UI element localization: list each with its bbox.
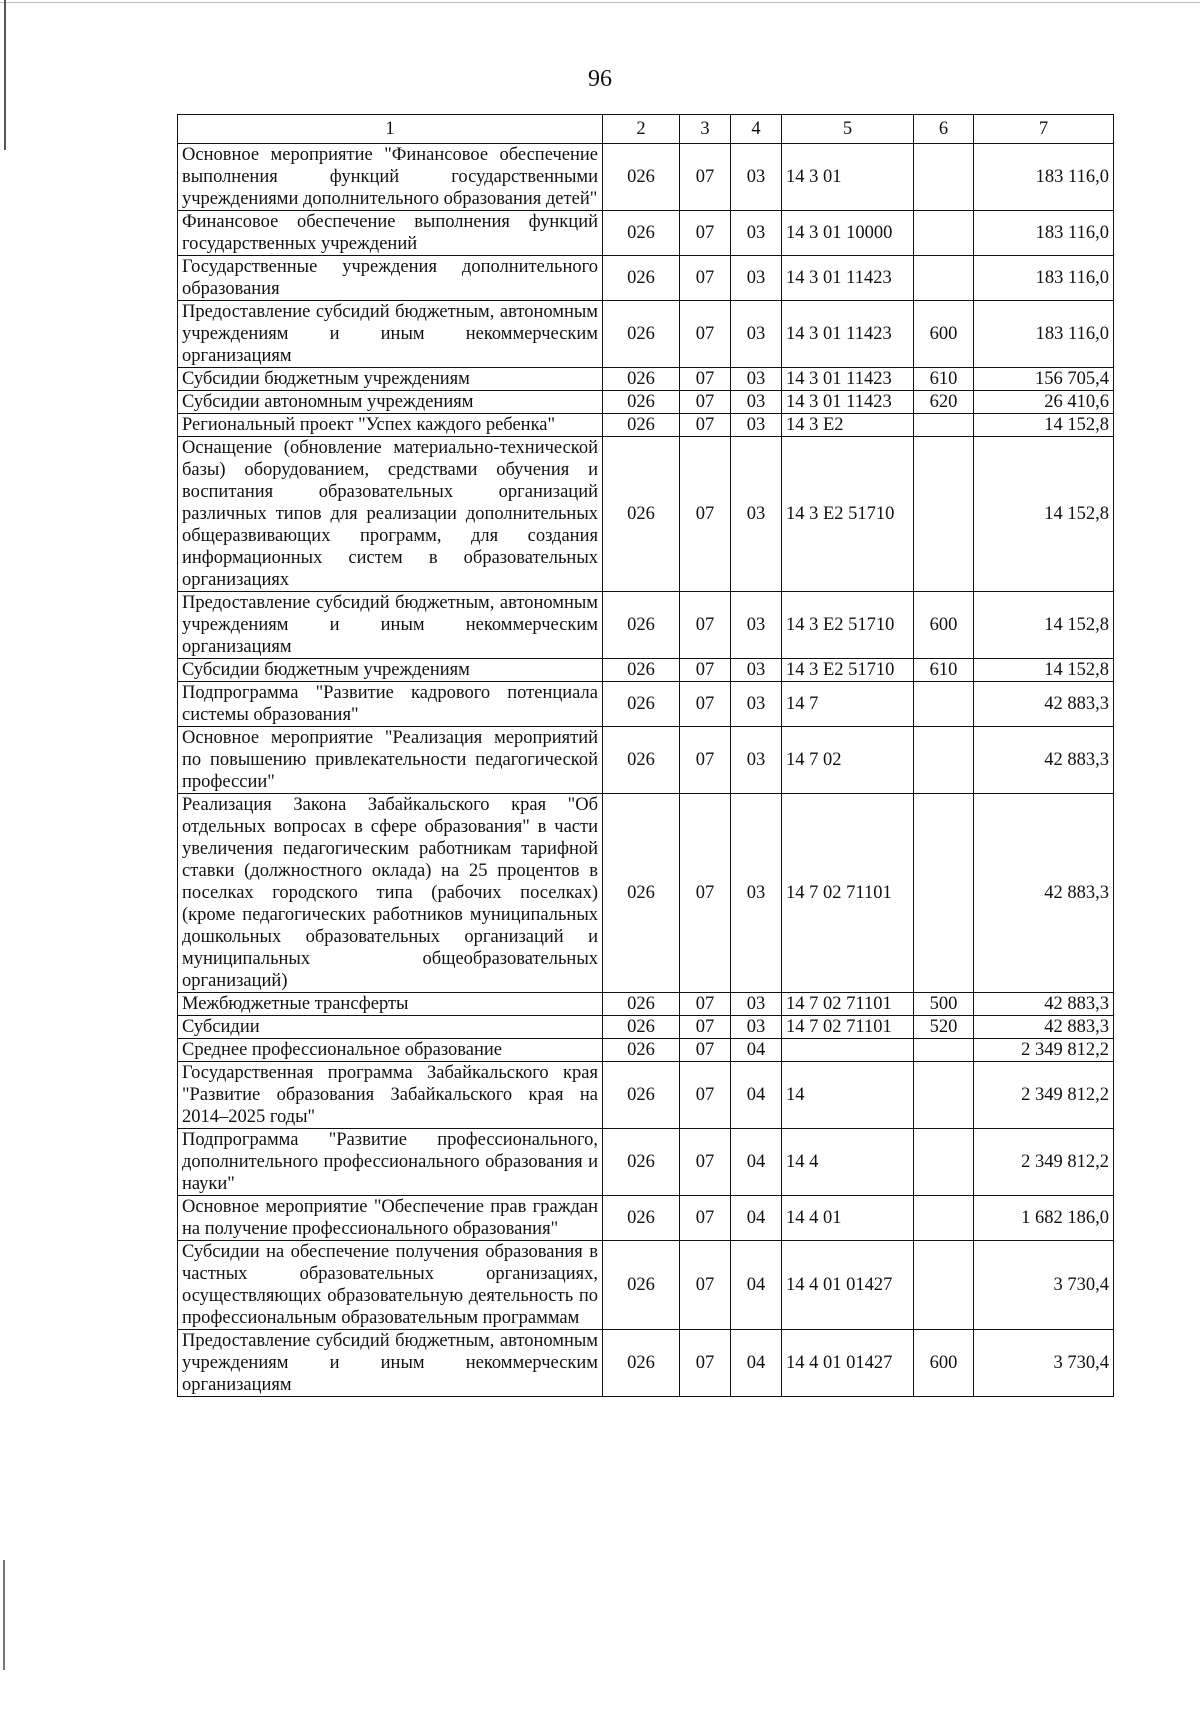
- row-name-cell: Субсидии на обеспечение получения образования в частных образовательных организациях, осуществляющих образовательную деятельность по профессиональным образовательным программам: [178, 1241, 603, 1330]
- ministry-code-cell: 026: [603, 727, 680, 794]
- amount-cell: 156 705,4: [974, 368, 1114, 391]
- scan-edge-left-lower: [3, 1560, 5, 1670]
- amount-cell: 42 883,3: [974, 1016, 1114, 1039]
- subsection-code-cell: 04: [731, 1196, 782, 1241]
- column-header: 3: [680, 115, 731, 144]
- target-item-code-cell: 14 4: [782, 1129, 914, 1196]
- column-header: 2: [603, 115, 680, 144]
- table-row: [178, 993, 1114, 1016]
- expense-type-cell: [914, 682, 974, 727]
- ministry-code-cell: 026: [603, 368, 680, 391]
- section-code-cell: 07: [680, 211, 731, 256]
- target-item-code-cell: 14 3 01 10000: [782, 211, 914, 256]
- column-header: 7: [974, 115, 1114, 144]
- amount-cell: 2 349 812,2: [974, 1062, 1114, 1129]
- table-row: [178, 1062, 1114, 1129]
- ministry-code-cell: 026: [603, 1196, 680, 1241]
- table-row: [178, 659, 1114, 682]
- amount-cell: 3 730,4: [974, 1330, 1114, 1397]
- target-item-code-cell: 14 3 01 11423: [782, 256, 914, 301]
- row-name-cell: Подпрограмма "Развитие кадрового потенциала системы образования": [178, 682, 603, 727]
- expense-type-cell: 620: [914, 391, 974, 414]
- table-body: [178, 144, 1114, 1397]
- ministry-code-cell: 026: [603, 1016, 680, 1039]
- target-item-code-cell: 14 4 01: [782, 1196, 914, 1241]
- section-code-cell: 07: [680, 368, 731, 391]
- amount-cell: 42 883,3: [974, 727, 1114, 794]
- expense-type-cell: 610: [914, 659, 974, 682]
- ministry-code-cell: 026: [603, 414, 680, 437]
- row-name-cell: Предоставление субсидий бюджетным, автономным учреждениям и иным некоммерческим организациям: [178, 592, 603, 659]
- section-code-cell: 07: [680, 659, 731, 682]
- page-number: 96: [588, 66, 612, 92]
- amount-cell: 183 116,0: [974, 144, 1114, 211]
- subsection-code-cell: 04: [731, 1062, 782, 1129]
- row-name-cell: Предоставление субсидий бюджетным, автономным учреждениям и иным некоммерческим организациям: [178, 1330, 603, 1397]
- target-item-code-cell: 14 3 01 11423: [782, 368, 914, 391]
- ministry-code-cell: 026: [603, 437, 680, 592]
- amount-cell: 42 883,3: [974, 993, 1114, 1016]
- row-name-cell: Субсидии: [178, 1016, 603, 1039]
- target-item-code-cell: 14 3 E2 51710: [782, 659, 914, 682]
- target-item-code-cell: 14 7 02 71101: [782, 1016, 914, 1039]
- ministry-code-cell: 026: [603, 794, 680, 993]
- table-header-row: [178, 115, 1114, 144]
- ministry-code-cell: 026: [603, 592, 680, 659]
- column-header: 4: [731, 115, 782, 144]
- expense-type-cell: [914, 414, 974, 437]
- section-code-cell: 07: [680, 1062, 731, 1129]
- expense-type-cell: [914, 1241, 974, 1330]
- section-code-cell: 07: [680, 1196, 731, 1241]
- expense-type-cell: 600: [914, 301, 974, 368]
- target-item-code-cell: [782, 1039, 914, 1062]
- expense-type-cell: 610: [914, 368, 974, 391]
- ministry-code-cell: 026: [603, 682, 680, 727]
- ministry-code-cell: 026: [603, 1039, 680, 1062]
- section-code-cell: 07: [680, 1016, 731, 1039]
- expense-type-cell: [914, 1129, 974, 1196]
- budget-table: [177, 114, 1114, 1397]
- target-item-code-cell: 14 3 E2 51710: [782, 592, 914, 659]
- scan-edge-top: [0, 2, 1200, 3]
- amount-cell: 14 152,8: [974, 437, 1114, 592]
- column-header: 1: [178, 115, 603, 144]
- column-header: 5: [782, 115, 914, 144]
- section-code-cell: 07: [680, 1330, 731, 1397]
- ministry-code-cell: 026: [603, 1062, 680, 1129]
- amount-cell: 2 349 812,2: [974, 1129, 1114, 1196]
- amount-cell: 2 349 812,2: [974, 1039, 1114, 1062]
- row-name-cell: Региональный проект "Успех каждого ребенка": [178, 414, 603, 437]
- amount-cell: 42 883,3: [974, 682, 1114, 727]
- table-row: [178, 592, 1114, 659]
- amount-cell: 26 410,6: [974, 391, 1114, 414]
- table-row: [178, 144, 1114, 211]
- subsection-code-cell: 03: [731, 144, 782, 211]
- subsection-code-cell: 03: [731, 659, 782, 682]
- section-code-cell: 07: [680, 1129, 731, 1196]
- target-item-code-cell: 14 4 01 01427: [782, 1330, 914, 1397]
- expense-type-cell: [914, 256, 974, 301]
- section-code-cell: 07: [680, 256, 731, 301]
- amount-cell: 183 116,0: [974, 211, 1114, 256]
- section-code-cell: 07: [680, 391, 731, 414]
- ministry-code-cell: 026: [603, 144, 680, 211]
- row-name-cell: Реализация Закона Забайкальского края "Об отдельных вопросах в сфере образования" в части увеличения педагогическим работникам тарифной ставки (должностного оклада) на 25 процентов в поселках городского типа (рабочих поселках) (кроме педагогических работников муниципальных дошкольных образовательных организаций и муниципальных общеобразовательных организаций): [178, 794, 603, 993]
- subsection-code-cell: 03: [731, 391, 782, 414]
- row-name-cell: Финансовое обеспечение выполнения функций государственных учреждений: [178, 211, 603, 256]
- ministry-code-cell: 026: [603, 1241, 680, 1330]
- target-item-code-cell: 14 3 01 11423: [782, 301, 914, 368]
- table-row: [178, 1196, 1114, 1241]
- ministry-code-cell: 026: [603, 301, 680, 368]
- subsection-code-cell: 04: [731, 1129, 782, 1196]
- target-item-code-cell: 14 7: [782, 682, 914, 727]
- table-row: [178, 1241, 1114, 1330]
- section-code-cell: 07: [680, 144, 731, 211]
- row-name-cell: Субсидии автономным учреждениям: [178, 391, 603, 414]
- target-item-code-cell: 14 3 E2: [782, 414, 914, 437]
- subsection-code-cell: 04: [731, 1241, 782, 1330]
- subsection-code-cell: 04: [731, 1039, 782, 1062]
- target-item-code-cell: 14 3 01: [782, 144, 914, 211]
- target-item-code-cell: 14 7 02: [782, 727, 914, 794]
- subsection-code-cell: 03: [731, 301, 782, 368]
- table-row: [178, 256, 1114, 301]
- table-row: [178, 301, 1114, 368]
- expense-type-cell: [914, 794, 974, 993]
- section-code-cell: 07: [680, 1039, 731, 1062]
- expense-type-cell: 600: [914, 592, 974, 659]
- target-item-code-cell: 14 3 E2 51710: [782, 437, 914, 592]
- row-name-cell: Основное мероприятие "Обеспечение прав граждан на получение профессионального образования": [178, 1196, 603, 1241]
- table-row: [178, 368, 1114, 391]
- table-row: [178, 1129, 1114, 1196]
- row-name-cell: Субсидии бюджетным учреждениям: [178, 659, 603, 682]
- expense-type-cell: [914, 437, 974, 592]
- column-header: 6: [914, 115, 974, 144]
- subsection-code-cell: 03: [731, 682, 782, 727]
- section-code-cell: 07: [680, 794, 731, 993]
- expense-type-cell: 500: [914, 993, 974, 1016]
- target-item-code-cell: 14 7 02 71101: [782, 993, 914, 1016]
- expense-type-cell: [914, 727, 974, 794]
- ministry-code-cell: 026: [603, 1129, 680, 1196]
- amount-cell: 1 682 186,0: [974, 1196, 1114, 1241]
- subsection-code-cell: 03: [731, 414, 782, 437]
- table-row: [178, 727, 1114, 794]
- table-row: [178, 414, 1114, 437]
- ministry-code-cell: 026: [603, 391, 680, 414]
- table-row: [178, 794, 1114, 993]
- target-item-code-cell: 14 7 02 71101: [782, 794, 914, 993]
- subsection-code-cell: 03: [731, 794, 782, 993]
- expense-type-cell: [914, 1062, 974, 1129]
- subsection-code-cell: 03: [731, 592, 782, 659]
- row-name-cell: Межбюджетные трансферты: [178, 993, 603, 1016]
- table-row: [178, 1039, 1114, 1062]
- subsection-code-cell: 03: [731, 256, 782, 301]
- ministry-code-cell: 026: [603, 256, 680, 301]
- ministry-code-cell: 026: [603, 211, 680, 256]
- subsection-code-cell: 03: [731, 727, 782, 794]
- ministry-code-cell: 026: [603, 659, 680, 682]
- row-name-cell: Субсидии бюджетным учреждениям: [178, 368, 603, 391]
- section-code-cell: 07: [680, 592, 731, 659]
- target-item-code-cell: 14 4 01 01427: [782, 1241, 914, 1330]
- table-row: [178, 437, 1114, 592]
- section-code-cell: 07: [680, 301, 731, 368]
- expense-type-cell: 600: [914, 1330, 974, 1397]
- row-name-cell: Подпрограмма "Развитие профессионального, дополнительного профессионального образования и науки": [178, 1129, 603, 1196]
- row-name-cell: Оснащение (обновление материально-технической базы) оборудованием, средствами обучения и воспитания образовательных организаций различных типов для реализации дополнительных общеразвивающих программ, для создания информационных систем в образовательных организациях: [178, 437, 603, 592]
- table-row: [178, 391, 1114, 414]
- subsection-code-cell: 04: [731, 1330, 782, 1397]
- amount-cell: 14 152,8: [974, 592, 1114, 659]
- section-code-cell: 07: [680, 1241, 731, 1330]
- subsection-code-cell: 03: [731, 993, 782, 1016]
- expense-type-cell: [914, 211, 974, 256]
- amount-cell: 183 116,0: [974, 301, 1114, 368]
- row-name-cell: Предоставление субсидий бюджетным, автономным учреждениям и иным некоммерческим организациям: [178, 301, 603, 368]
- expense-type-cell: [914, 1039, 974, 1062]
- target-item-code-cell: 14 3 01 11423: [782, 391, 914, 414]
- expense-type-cell: [914, 1196, 974, 1241]
- subsection-code-cell: 03: [731, 368, 782, 391]
- section-code-cell: 07: [680, 414, 731, 437]
- amount-cell: 3 730,4: [974, 1241, 1114, 1330]
- expense-type-cell: 520: [914, 1016, 974, 1039]
- subsection-code-cell: 03: [731, 211, 782, 256]
- section-code-cell: 07: [680, 682, 731, 727]
- ministry-code-cell: 026: [603, 1330, 680, 1397]
- row-name-cell: Основное мероприятие "Финансовое обеспечение выполнения функций государственными учреждениями дополнительного образования детей": [178, 144, 603, 211]
- amount-cell: 183 116,0: [974, 256, 1114, 301]
- table-row: [178, 211, 1114, 256]
- table-row: [178, 682, 1114, 727]
- section-code-cell: 07: [680, 437, 731, 592]
- amount-cell: 42 883,3: [974, 794, 1114, 993]
- subsection-code-cell: 03: [731, 437, 782, 592]
- subsection-code-cell: 03: [731, 1016, 782, 1039]
- section-code-cell: 07: [680, 727, 731, 794]
- target-item-code-cell: 14: [782, 1062, 914, 1129]
- table-row: [178, 1016, 1114, 1039]
- ministry-code-cell: 026: [603, 993, 680, 1016]
- amount-cell: 14 152,8: [974, 659, 1114, 682]
- row-name-cell: Государственная программа Забайкальского края "Развитие образования Забайкальского края на 2014–2025 годы": [178, 1062, 603, 1129]
- expense-type-cell: [914, 144, 974, 211]
- table-row: [178, 1330, 1114, 1397]
- row-name-cell: Государственные учреждения дополнительного образования: [178, 256, 603, 301]
- row-name-cell: Основное мероприятие "Реализация мероприятий по повышению привлекательности педагогической профессии": [178, 727, 603, 794]
- row-name-cell: Среднее профессиональное образование: [178, 1039, 603, 1062]
- section-code-cell: 07: [680, 993, 731, 1016]
- amount-cell: 14 152,8: [974, 414, 1114, 437]
